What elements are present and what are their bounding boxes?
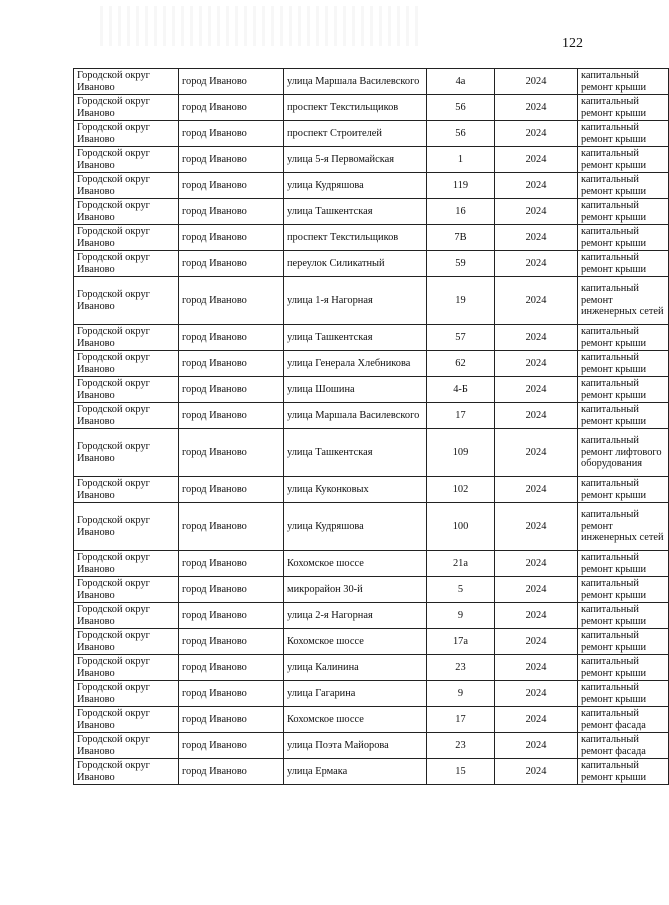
year-cell: 2024 bbox=[495, 629, 578, 655]
house-number-cell: 56 bbox=[427, 121, 495, 147]
table-row bbox=[74, 377, 669, 403]
street-cell: улица Поэта Майорова bbox=[284, 733, 427, 759]
city-cell: город Иваново bbox=[179, 147, 284, 173]
year-cell: 2024 bbox=[495, 199, 578, 225]
table-row bbox=[74, 121, 669, 147]
street-cell: проспект Строителей bbox=[284, 121, 427, 147]
org-cell: Городской округ Иваново bbox=[74, 199, 179, 225]
org-cell: Городской округ Иваново bbox=[74, 733, 179, 759]
street-cell: улица Маршала Василевского bbox=[284, 403, 427, 429]
street-cell: Кохомское шоссе bbox=[284, 707, 427, 733]
city-cell: город Иваново bbox=[179, 225, 284, 251]
table-row bbox=[74, 629, 669, 655]
org-cell: Городской округ Иваново bbox=[74, 477, 179, 503]
table-row bbox=[74, 403, 669, 429]
house-number-cell: 9 bbox=[427, 603, 495, 629]
house-number-cell: 23 bbox=[427, 655, 495, 681]
street-cell: микрорайон 30-й bbox=[284, 577, 427, 603]
house-number-cell: 100 bbox=[427, 503, 495, 551]
house-number-cell: 17 bbox=[427, 707, 495, 733]
table-row bbox=[74, 477, 669, 503]
org-cell: Городской округ Иваново bbox=[74, 377, 179, 403]
work-type-cell: капитальный ремонт крыши bbox=[578, 173, 669, 199]
street-cell: проспект Текстильщиков bbox=[284, 225, 427, 251]
city-cell: город Иваново bbox=[179, 251, 284, 277]
house-number-cell: 109 bbox=[427, 429, 495, 477]
city-cell: город Иваново bbox=[179, 655, 284, 681]
work-type-cell: капитальный ремонт крыши bbox=[578, 351, 669, 377]
org-cell: Городской округ Иваново bbox=[74, 681, 179, 707]
work-type-cell: капитальный ремонт крыши bbox=[578, 147, 669, 173]
org-cell: Городской округ Иваново bbox=[74, 225, 179, 251]
city-cell: город Иваново bbox=[179, 733, 284, 759]
table-row bbox=[74, 95, 669, 121]
work-type-cell: капитальный ремонт крыши bbox=[578, 225, 669, 251]
repair-registry-table bbox=[73, 68, 669, 785]
city-cell: город Иваново bbox=[179, 707, 284, 733]
year-cell: 2024 bbox=[495, 69, 578, 95]
city-cell: город Иваново bbox=[179, 577, 284, 603]
year-cell: 2024 bbox=[495, 577, 578, 603]
work-type-cell: капитальный ремонт крыши bbox=[578, 251, 669, 277]
year-cell: 2024 bbox=[495, 759, 578, 785]
city-cell: город Иваново bbox=[179, 403, 284, 429]
house-number-cell: 102 bbox=[427, 477, 495, 503]
table-row bbox=[74, 325, 669, 351]
table-row bbox=[74, 655, 669, 681]
city-cell: город Иваново bbox=[179, 199, 284, 225]
street-cell: улица Ташкентская bbox=[284, 199, 427, 225]
work-type-cell: капитальный ремонт крыши bbox=[578, 377, 669, 403]
org-cell: Городской округ Иваново bbox=[74, 251, 179, 277]
city-cell: город Иваново bbox=[179, 325, 284, 351]
work-type-cell: капитальный ремонт фасада bbox=[578, 707, 669, 733]
street-cell: улица Маршала Василевского bbox=[284, 69, 427, 95]
year-cell: 2024 bbox=[495, 121, 578, 147]
year-cell: 2024 bbox=[495, 325, 578, 351]
year-cell: 2024 bbox=[495, 603, 578, 629]
street-cell: улица Кудряшова bbox=[284, 503, 427, 551]
city-cell: город Иваново bbox=[179, 351, 284, 377]
table-row bbox=[74, 199, 669, 225]
city-cell: город Иваново bbox=[179, 759, 284, 785]
year-cell: 2024 bbox=[495, 551, 578, 577]
city-cell: город Иваново bbox=[179, 603, 284, 629]
year-cell: 2024 bbox=[495, 173, 578, 199]
work-type-cell: капитальный ремонт крыши bbox=[578, 477, 669, 503]
table-row bbox=[74, 733, 669, 759]
work-type-cell: капитальный ремонт крыши bbox=[578, 655, 669, 681]
work-type-cell: капитальный ремонт крыши bbox=[578, 199, 669, 225]
year-cell: 2024 bbox=[495, 733, 578, 759]
street-cell: улица Генерала Хлебникова bbox=[284, 351, 427, 377]
work-type-cell: капитальный ремонт крыши bbox=[578, 629, 669, 655]
year-cell: 2024 bbox=[495, 95, 578, 121]
street-cell: улица Шошина bbox=[284, 377, 427, 403]
table-row bbox=[74, 759, 669, 785]
work-type-cell: капитальный ремонт лифтового оборудования bbox=[578, 429, 669, 477]
house-number-cell: 4-Б bbox=[427, 377, 495, 403]
street-cell: улица 1-я Нагорная bbox=[284, 277, 427, 325]
work-type-cell: капитальный ремонт крыши bbox=[578, 95, 669, 121]
table-row bbox=[74, 603, 669, 629]
org-cell: Городской округ Иваново bbox=[74, 95, 179, 121]
city-cell: город Иваново bbox=[179, 377, 284, 403]
street-cell: улица 2-я Нагорная bbox=[284, 603, 427, 629]
table-row bbox=[74, 707, 669, 733]
year-cell: 2024 bbox=[495, 477, 578, 503]
org-cell: Городской округ Иваново bbox=[74, 69, 179, 95]
house-number-cell: 23 bbox=[427, 733, 495, 759]
year-cell: 2024 bbox=[495, 681, 578, 707]
city-cell: город Иваново bbox=[179, 173, 284, 199]
year-cell: 2024 bbox=[495, 351, 578, 377]
city-cell: город Иваново bbox=[179, 69, 284, 95]
org-cell: Городской округ Иваново bbox=[74, 707, 179, 733]
work-type-cell: капитальный ремонт крыши bbox=[578, 121, 669, 147]
org-cell: Городской округ Иваново bbox=[74, 655, 179, 681]
org-cell: Городской округ Иваново bbox=[74, 121, 179, 147]
house-number-cell: 17 bbox=[427, 403, 495, 429]
year-cell: 2024 bbox=[495, 377, 578, 403]
work-type-cell: капитальный ремонт инженерных сетей bbox=[578, 277, 669, 325]
street-cell: Кохомское шоссе bbox=[284, 551, 427, 577]
work-type-cell: капитальный ремонт крыши bbox=[578, 551, 669, 577]
house-number-cell: 59 bbox=[427, 251, 495, 277]
city-cell: город Иваново bbox=[179, 551, 284, 577]
street-cell: улица Ташкентская bbox=[284, 325, 427, 351]
work-type-cell: капитальный ремонт крыши bbox=[578, 603, 669, 629]
work-type-cell: капитальный ремонт крыши bbox=[578, 69, 669, 95]
city-cell: город Иваново bbox=[179, 503, 284, 551]
table-row bbox=[74, 351, 669, 377]
table-row bbox=[74, 277, 669, 325]
house-number-cell: 17а bbox=[427, 629, 495, 655]
table-row bbox=[74, 577, 669, 603]
year-cell: 2024 bbox=[495, 403, 578, 429]
street-cell: улица Куконковых bbox=[284, 477, 427, 503]
year-cell: 2024 bbox=[495, 251, 578, 277]
street-cell: улица Гагарина bbox=[284, 681, 427, 707]
table-row bbox=[74, 69, 669, 95]
house-number-cell: 62 bbox=[427, 351, 495, 377]
house-number-cell: 9 bbox=[427, 681, 495, 707]
year-cell: 2024 bbox=[495, 503, 578, 551]
table-row bbox=[74, 429, 669, 477]
house-number-cell: 57 bbox=[427, 325, 495, 351]
house-number-cell: 19 bbox=[427, 277, 495, 325]
house-number-cell: 21а bbox=[427, 551, 495, 577]
house-number-cell: 7В bbox=[427, 225, 495, 251]
street-cell: улица Ташкентская bbox=[284, 429, 427, 477]
scan-artifact bbox=[100, 6, 420, 46]
street-cell: улица 5-я Первомайская bbox=[284, 147, 427, 173]
table-row bbox=[74, 173, 669, 199]
work-type-cell: капитальный ремонт крыши bbox=[578, 759, 669, 785]
org-cell: Городской округ Иваново bbox=[74, 147, 179, 173]
org-cell: Городской округ Иваново bbox=[74, 629, 179, 655]
house-number-cell: 4а bbox=[427, 69, 495, 95]
org-cell: Городской округ Иваново bbox=[74, 429, 179, 477]
city-cell: город Иваново bbox=[179, 429, 284, 477]
city-cell: город Иваново bbox=[179, 681, 284, 707]
table-row bbox=[74, 551, 669, 577]
street-cell: переулок Силикатный bbox=[284, 251, 427, 277]
work-type-cell: капитальный ремонт крыши bbox=[578, 325, 669, 351]
work-type-cell: капитальный ремонт крыши bbox=[578, 681, 669, 707]
org-cell: Городской округ Иваново bbox=[74, 325, 179, 351]
city-cell: город Иваново bbox=[179, 95, 284, 121]
org-cell: Городской округ Иваново bbox=[74, 577, 179, 603]
org-cell: Городской округ Иваново bbox=[74, 173, 179, 199]
org-cell: Городской округ Иваново bbox=[74, 503, 179, 551]
org-cell: Городской округ Иваново bbox=[74, 403, 179, 429]
house-number-cell: 56 bbox=[427, 95, 495, 121]
city-cell: город Иваново bbox=[179, 629, 284, 655]
year-cell: 2024 bbox=[495, 707, 578, 733]
org-cell: Городской округ Иваново bbox=[74, 277, 179, 325]
table-row bbox=[74, 251, 669, 277]
table-row bbox=[74, 503, 669, 551]
work-type-cell: капитальный ремонт крыши bbox=[578, 403, 669, 429]
house-number-cell: 119 bbox=[427, 173, 495, 199]
street-cell: улица Кудряшова bbox=[284, 173, 427, 199]
page-number: 122 bbox=[562, 36, 583, 51]
city-cell: город Иваново bbox=[179, 121, 284, 147]
city-cell: город Иваново bbox=[179, 277, 284, 325]
work-type-cell: капитальный ремонт крыши bbox=[578, 577, 669, 603]
org-cell: Городской округ Иваново bbox=[74, 551, 179, 577]
house-number-cell: 1 bbox=[427, 147, 495, 173]
house-number-cell: 15 bbox=[427, 759, 495, 785]
street-cell: Кохомское шоссе bbox=[284, 629, 427, 655]
org-cell: Городской округ Иваново bbox=[74, 351, 179, 377]
year-cell: 2024 bbox=[495, 655, 578, 681]
year-cell: 2024 bbox=[495, 429, 578, 477]
table-row bbox=[74, 681, 669, 707]
street-cell: улица Калинина bbox=[284, 655, 427, 681]
street-cell: улица Ермака bbox=[284, 759, 427, 785]
org-cell: Городской округ Иваново bbox=[74, 759, 179, 785]
work-type-cell: капитальный ремонт фасада bbox=[578, 733, 669, 759]
year-cell: 2024 bbox=[495, 225, 578, 251]
org-cell: Городской округ Иваново bbox=[74, 603, 179, 629]
work-type-cell: капитальный ремонт инженерных сетей bbox=[578, 503, 669, 551]
house-number-cell: 5 bbox=[427, 577, 495, 603]
year-cell: 2024 bbox=[495, 277, 578, 325]
street-cell: проспект Текстильщиков bbox=[284, 95, 427, 121]
table-row bbox=[74, 147, 669, 173]
city-cell: город Иваново bbox=[179, 477, 284, 503]
table-row bbox=[74, 225, 669, 251]
year-cell: 2024 bbox=[495, 147, 578, 173]
house-number-cell: 16 bbox=[427, 199, 495, 225]
